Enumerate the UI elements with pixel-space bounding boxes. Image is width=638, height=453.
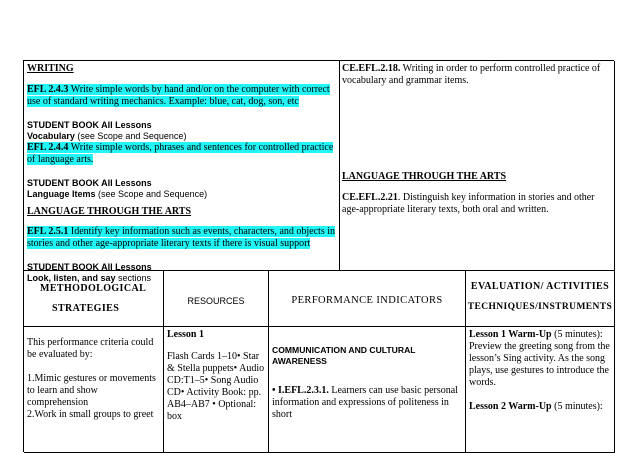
efl-251-text: Identify key information such as events, characters, and objects in stories and other age-appropriate literary texts if there is visual support [27, 226, 335, 249]
header-techniques-label: TECHNIQUES/INSTRUMENTS [467, 302, 613, 312]
strategies-intro: This performance criteria could be evaluated by: [27, 337, 154, 360]
header-evaluation-label: EVALUATION/ ACTIVITIES [470, 281, 610, 292]
language-items-note: (see Scope and Sequence) [95, 189, 208, 199]
language-arts-title-right: LANGUAGE THROUGH THE ARTS [342, 171, 507, 182]
listen-label: Look, listen, and say [27, 273, 116, 283]
efl-243-text: Write simple words by hand and/or on the computer with correct use of standard writing mechanics. Example: blue, cat, dog, son, etc [27, 84, 330, 107]
evaluation-item-1 [469, 329, 611, 389]
vocabulary-line [27, 131, 336, 142]
ce-218-text: Writing in order to perform controlled practice of vocabulary and grammar items. [342, 63, 601, 86]
vocabulary-label: Vocabulary [27, 131, 75, 141]
header-methodological: METHODOLOGICAL [40, 283, 147, 294]
evaluation-2-text: (5 minutes): [551, 401, 603, 412]
efl-244-text: Write simple words, phrases and sentences for controlled practice of language arts. [27, 142, 334, 165]
ce-218-code: CE.EFL.2.18. [342, 63, 401, 74]
writing-title: WRITING [27, 63, 74, 74]
strategies-item-1: 1.Mimic gestures or movements to learn and show comprehension [27, 373, 156, 408]
strategies-cell [24, 327, 164, 453]
efl-251-paragraph [27, 226, 336, 250]
header-resources-label: RESOURCES [187, 296, 245, 306]
header-performance-label: PERFORMANCE INDICATORS [291, 295, 443, 306]
efl-243-code: EFL 2.4.3 [27, 84, 69, 95]
planning-table [23, 60, 614, 452]
header-resources [164, 271, 269, 327]
ce-221-paragraph [342, 192, 612, 216]
listen-note: sections [115, 273, 152, 283]
efl-243-paragraph [27, 84, 336, 108]
strategies-item-2: 2.Work in small groups to greet [27, 409, 154, 420]
vocabulary-note: (see Scope and Sequence) [74, 131, 187, 141]
ce-218-paragraph [342, 63, 612, 87]
evaluation-1-text: (5 minutes): Preview the greeting song from the lesson’s Sing activity. As the song plays, use gestures to introduce the words. [469, 329, 610, 388]
language-arts-title-left: LANGUAGE THROUGH THE ARTS [27, 206, 192, 217]
student-book-label-3: STUDENT BOOK All Lessons [27, 262, 152, 272]
performance-text: Learners can use basic personal information and expressions of politeness in short [272, 385, 458, 420]
resources-lesson: Lesson 1 [167, 329, 204, 340]
efl-244-paragraph [27, 142, 336, 166]
header-performance [269, 271, 466, 327]
language-items-label: Language Items [27, 189, 96, 199]
ce-221-text: . Distinguish key information in stories and other age-appropriate literary texts, both oral and written. [342, 192, 595, 215]
evaluation-2-title: Lesson 2 Warm-Up [469, 401, 552, 412]
skills-cell [24, 61, 340, 283]
performance-code: • I.EFL.2.3.1. [272, 385, 329, 396]
evaluation-item-2 [469, 401, 611, 413]
header-strategies-label: STRATEGIES [52, 303, 120, 314]
header-evaluation [466, 271, 615, 327]
student-book-label-1: STUDENT BOOK All Lessons [27, 120, 152, 130]
performance-cell [269, 327, 466, 453]
evaluation-cell [466, 327, 615, 453]
resources-text: Flash Cards 1–10• Star & Stella puppets• Audio CD:T1–5• Song Audio CD• Activity Book: pp. AB4–AB7 • Optional: box [167, 351, 265, 422]
evaluation-1-title: Lesson 1 Warm-Up [469, 329, 552, 340]
performance-title: COMMUNICATION AND CULTURAL AWARENESS [272, 345, 416, 366]
student-book-label-2: STUDENT BOOK All Lessons [27, 178, 152, 188]
resources-cell [164, 327, 269, 453]
efl-244-code: EFL 2.4.4 [27, 142, 69, 153]
performance-paragraph [272, 385, 462, 421]
efl-251-code: EFL 2.5.1 [27, 226, 69, 237]
ce-221-code: CE.EFL.2.21 [342, 192, 398, 203]
header-strategies [24, 271, 164, 327]
criteria-cell [340, 61, 615, 271]
language-items-line [27, 189, 336, 200]
